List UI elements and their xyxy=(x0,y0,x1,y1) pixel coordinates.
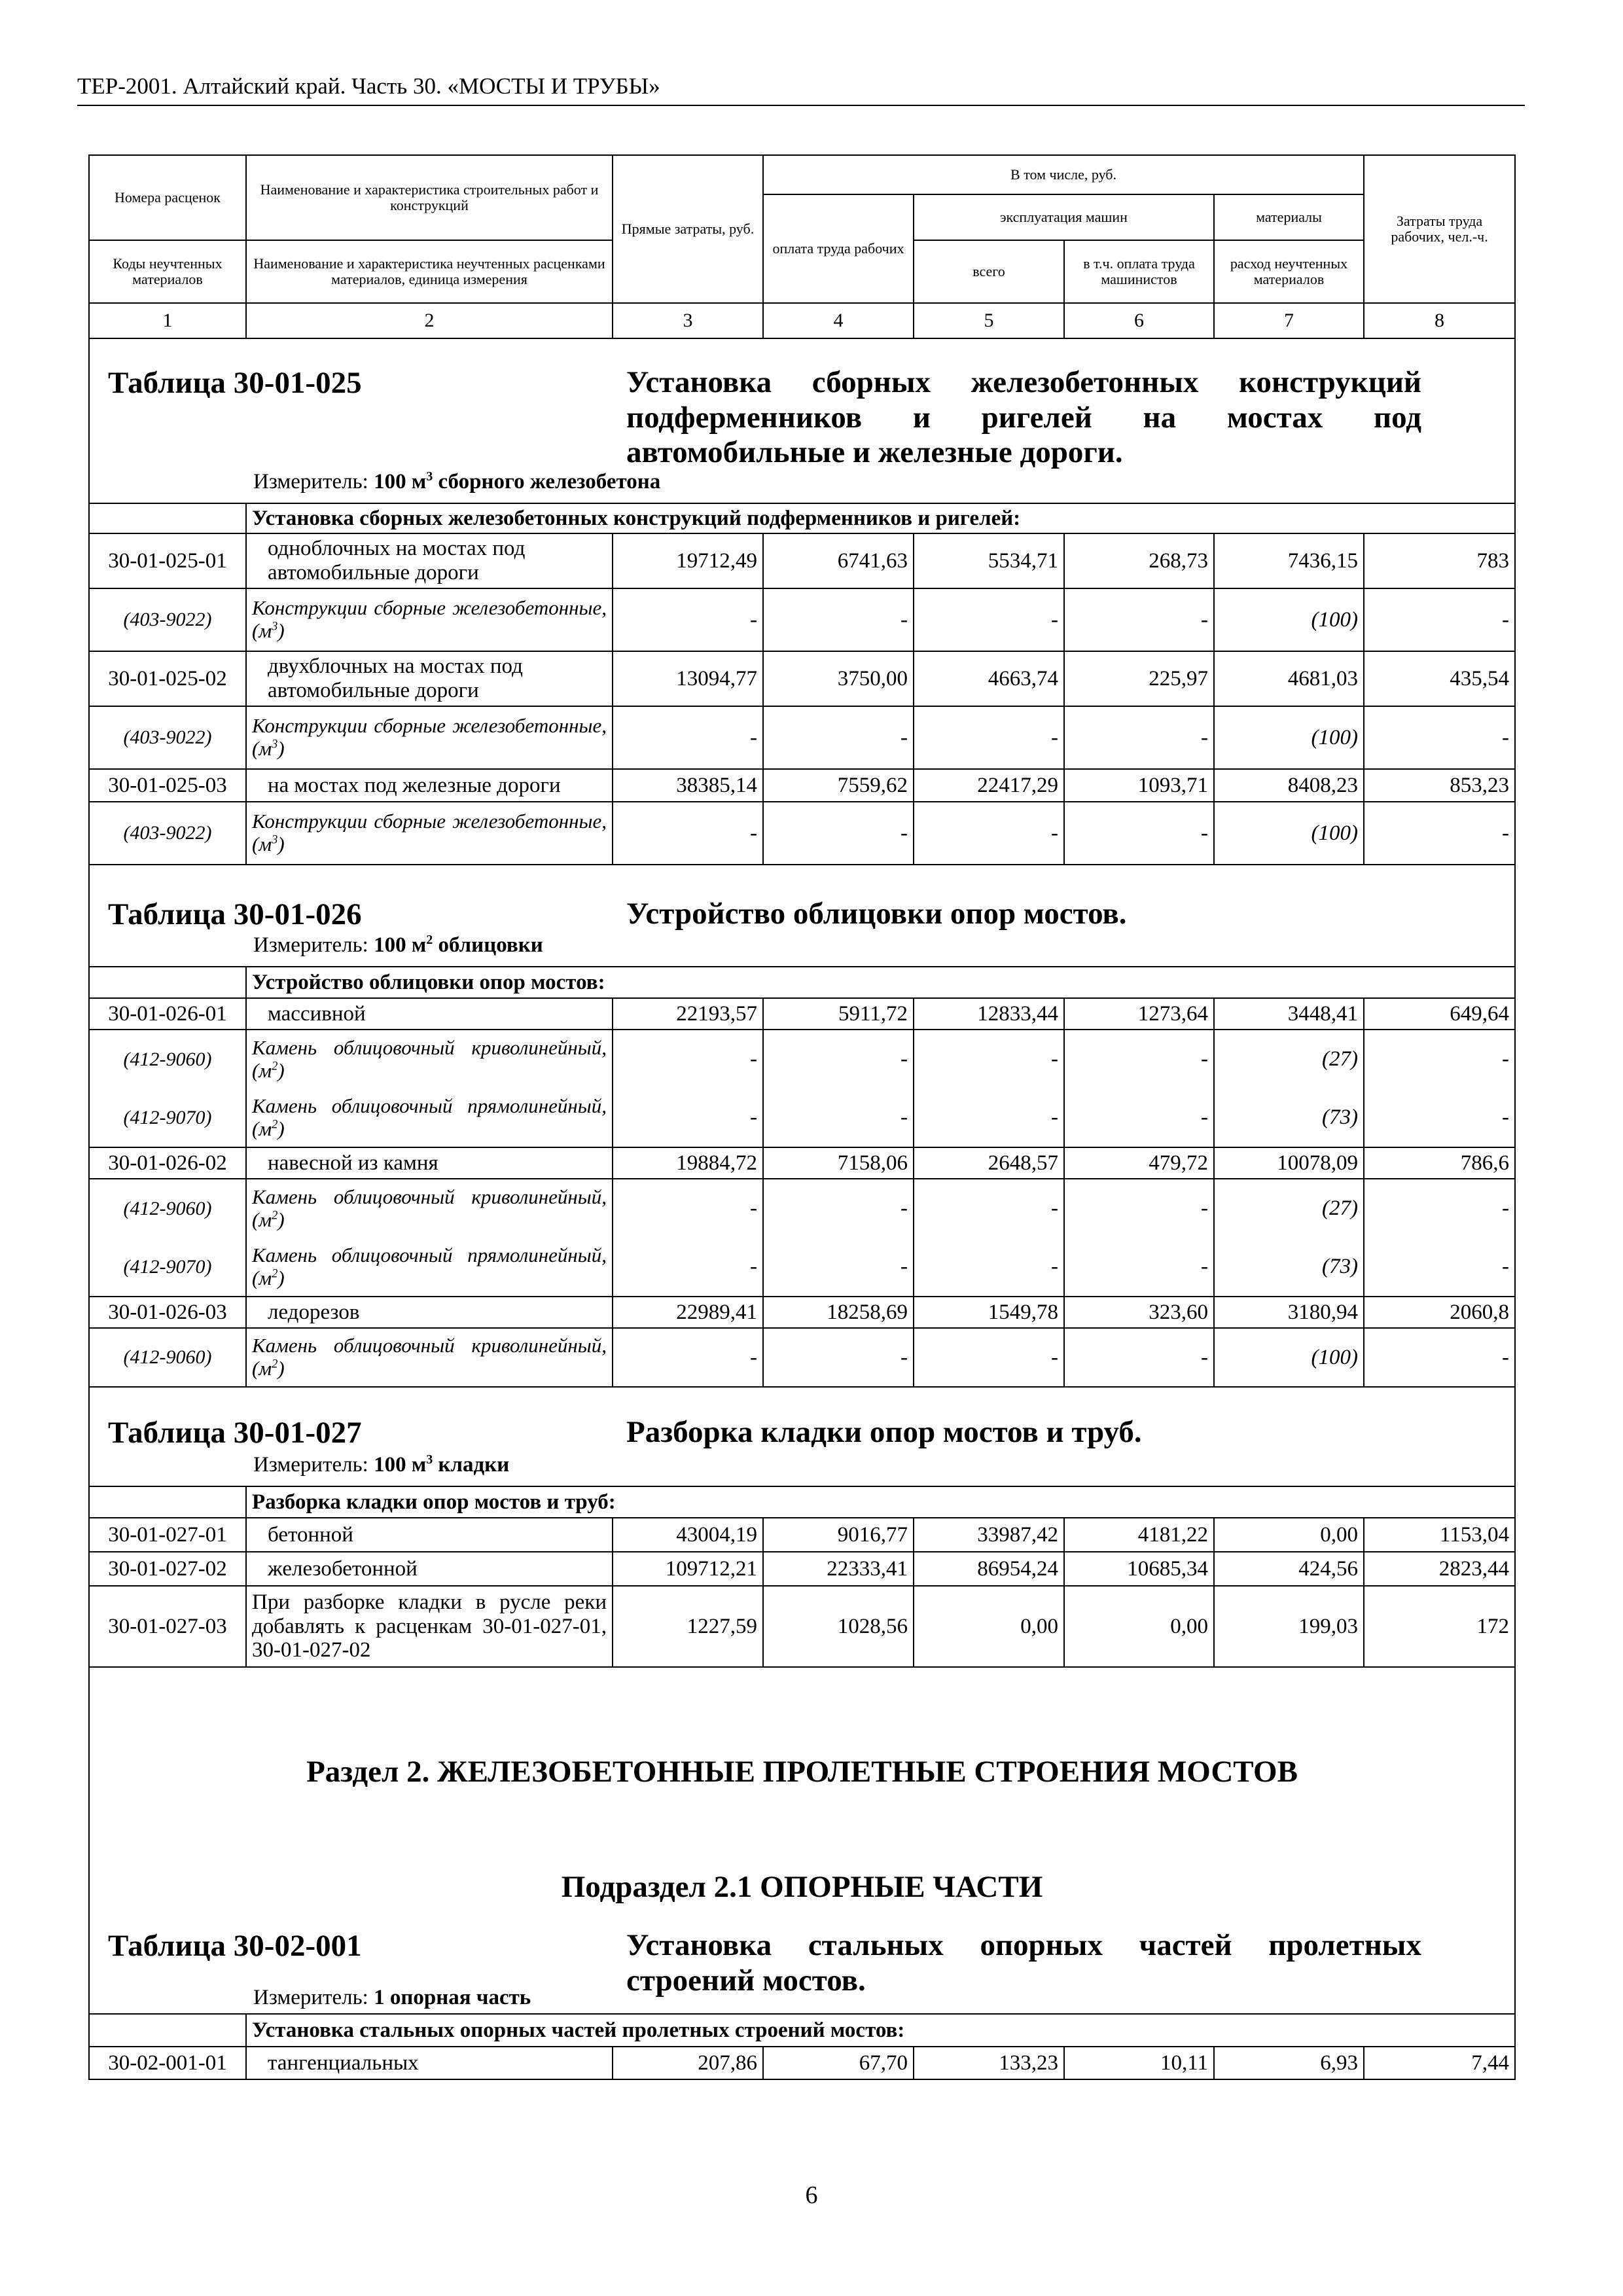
material-quantity: (27) xyxy=(1214,1179,1364,1238)
value-cell: 86954,24 xyxy=(914,1552,1064,1586)
measurement-unit: Измеритель: 100 $м^2$ облицовки xyxy=(253,933,543,957)
col-header-1b: Коды неучтенных материалов xyxy=(89,240,246,303)
value-cell: 268,73 xyxy=(1064,533,1214,588)
value-cell: 2648,57 xyxy=(914,1147,1064,1179)
value-cell: 10685,34 xyxy=(1064,1552,1214,1586)
rate-code: 30-01-025-02 xyxy=(89,651,246,706)
material-quantity: (100) xyxy=(1214,1328,1364,1387)
running-header: ТЕР-2001. Алтайский край. Часть 30. «МОСТЫ И ТРУБЫ» xyxy=(77,73,660,99)
value-cell: 1093,71 xyxy=(1064,769,1214,802)
measurement-unit: Измеритель: 100 $м^3$ кладки xyxy=(253,1452,510,1477)
material-code: (412-9070) xyxy=(89,1238,246,1297)
value-cell: 67,70 xyxy=(763,2047,914,2079)
material-name: Камень облицовочный прямолинейный, $(м^2)$ xyxy=(246,1088,613,1147)
material-code: (412-9060) xyxy=(89,1328,246,1387)
col-number: 1 xyxy=(89,303,246,338)
rate-name: массивной xyxy=(246,998,613,1030)
material-name: Камень облицовочный криволинейный, $(м^2)$ xyxy=(246,1328,613,1387)
material-name: Конструкции сборные железобетонные, $(м^3)$ xyxy=(246,802,613,865)
value-cell: 109712,21 xyxy=(613,1552,763,1586)
rate-name: При разборке кладки в русле реки добавлять к расценкам 30-01-027-01, 30-01-027-02 xyxy=(246,1586,613,1667)
col-header-3: Прямые затраты, руб. xyxy=(613,155,763,303)
material-code: (403-9022) xyxy=(89,802,246,865)
value-cell: 1273,64 xyxy=(1064,998,1214,1030)
col-number: 3 xyxy=(613,303,763,338)
table-title-block xyxy=(89,865,1515,967)
value-cell: 10,11 xyxy=(1064,2047,1214,2079)
material-name: Камень облицовочный криволинейный, $(м^2)$ xyxy=(246,1179,613,1238)
table-title-block xyxy=(89,338,1515,503)
material-code: (403-9022) xyxy=(89,706,246,769)
rate-code: 30-01-025-03 xyxy=(89,769,246,802)
group-heading: Установка стальных опорных частей пролетных строений мостов: xyxy=(246,2014,1515,2047)
value-cell: 424,56 xyxy=(1214,1552,1364,1586)
col-number: 5 xyxy=(914,303,1064,338)
value-cell: 1153,04 xyxy=(1364,1518,1515,1552)
col-header-1a: Номера расценок xyxy=(89,155,246,240)
col-number: 2 xyxy=(246,303,613,338)
col-number: 4 xyxy=(763,303,914,338)
rate-name: бетонной xyxy=(246,1518,613,1552)
group-heading: Разборка кладки опор мостов и труб: xyxy=(246,1486,1515,1518)
value-cell: 18258,69 xyxy=(763,1297,914,1328)
col-header-2a: Наименование и характеристика строительных работ и конструкций xyxy=(246,155,613,240)
col-number: 6 xyxy=(1064,303,1214,338)
rate-code: 30-01-027-03 xyxy=(89,1586,246,1667)
value-cell: 207,86 xyxy=(613,2047,763,2079)
value-cell: 1227,59 xyxy=(613,1586,763,1667)
value-cell: 5911,72 xyxy=(763,998,914,1030)
value-cell: 12833,44 xyxy=(914,998,1064,1030)
table-title-block xyxy=(89,1387,1515,1486)
value-cell: 199,03 xyxy=(1214,1586,1364,1667)
col-number: 8 xyxy=(1364,303,1515,338)
table-title: Устройство облицовки опор мостов. xyxy=(626,897,1127,931)
value-cell: 33987,42 xyxy=(914,1518,1064,1552)
col-header-materials: материалы xyxy=(1214,194,1364,240)
value-cell: 6741,63 xyxy=(763,533,914,588)
value-cell: 853,23 xyxy=(1364,769,1515,802)
col-header-8: Затраты труда рабочих, чел.-ч. xyxy=(1364,155,1515,303)
value-cell: 1549,78 xyxy=(914,1297,1064,1328)
rate-code: 30-01-027-01 xyxy=(89,1518,246,1552)
value-cell: 649,64 xyxy=(1364,998,1515,1030)
rate-code: 30-01-027-02 xyxy=(89,1552,246,1586)
value-cell: 323,60 xyxy=(1064,1297,1214,1328)
rate-code: 30-01-026-02 xyxy=(89,1147,246,1179)
material-quantity: (27) xyxy=(1214,1030,1364,1088)
material-code: (412-9060) xyxy=(89,1179,246,1238)
value-cell: 7,44 xyxy=(1364,2047,1515,2079)
value-cell: 3448,41 xyxy=(1214,998,1364,1030)
rate-name: тангенциальных xyxy=(246,2047,613,2079)
value-cell: 4181,22 xyxy=(1064,1518,1214,1552)
value-cell: 2823,44 xyxy=(1364,1552,1515,1586)
col-number: 7 xyxy=(1214,303,1364,338)
material-quantity: (100) xyxy=(1214,706,1364,769)
value-cell: 3750,00 xyxy=(763,651,914,706)
material-code: (412-9060) xyxy=(89,1030,246,1088)
col-header-machines: эксплуатация машин xyxy=(914,194,1214,240)
measurement-unit: Измеритель: 1 опорная часть xyxy=(253,1986,531,2009)
value-cell: 5534,71 xyxy=(914,533,1064,588)
col-header-2b: Наименование и характеристика неучтенных расценками материалов, единица измерения xyxy=(246,240,613,303)
value-cell: 225,97 xyxy=(1064,651,1214,706)
material-code: (412-9070) xyxy=(89,1088,246,1147)
value-cell: 479,72 xyxy=(1064,1147,1214,1179)
value-cell: 0,00 xyxy=(914,1586,1064,1667)
rate-code: 30-02-001-01 xyxy=(89,2047,246,2079)
value-cell: 7436,15 xyxy=(1214,533,1364,588)
col-header-6: в т.ч. оплата труда машинистов xyxy=(1064,240,1214,303)
col-header-5: всего xyxy=(914,240,1064,303)
value-cell: 783 xyxy=(1364,533,1515,588)
value-cell: 19884,72 xyxy=(613,1147,763,1179)
value-cell: 4681,03 xyxy=(1214,651,1364,706)
value-cell: 22417,29 xyxy=(914,769,1064,802)
material-quantity: (73) xyxy=(1214,1238,1364,1297)
measurement-unit: Измеритель: 100 $м^3$ сборного железобетона xyxy=(253,469,661,493)
material-name: Камень облицовочный криволинейный, $(м^2)$ xyxy=(246,1030,613,1088)
material-name: Камень облицовочный прямолинейный, $(м^2)$ xyxy=(246,1238,613,1297)
rate-code: 30-01-026-03 xyxy=(89,1297,246,1328)
value-cell: 38385,14 xyxy=(613,769,763,802)
rate-name: одноблочных на мостах под автомобильные дороги xyxy=(246,533,613,588)
value-cell: 0,00 xyxy=(1064,1586,1214,1667)
group-heading: Устройство облицовки опор мостов: xyxy=(246,967,1515,998)
header-rule xyxy=(77,105,1525,106)
value-cell: 172 xyxy=(1364,1586,1515,1667)
value-cell: 435,54 xyxy=(1364,651,1515,706)
col-header-7: расход неучтенных материалов xyxy=(1214,240,1364,303)
value-cell: 6,93 xyxy=(1214,2047,1364,2079)
rate-name: железобетонной xyxy=(246,1552,613,1586)
value-cell: 22333,41 xyxy=(763,1552,914,1586)
value-cell: 3180,94 xyxy=(1214,1297,1364,1328)
table-number: Таблица 30-01-025 xyxy=(108,366,362,400)
value-cell: 7559,62 xyxy=(763,769,914,802)
table-title: Разборка кладки опор мостов и труб. xyxy=(626,1415,1142,1449)
value-cell: 22989,41 xyxy=(613,1297,763,1328)
subsection-heading: Подраздел 2.1 ОПОРНЫЕ ЧАСТИ xyxy=(561,1870,1043,1904)
value-cell: 0,00 xyxy=(1214,1518,1364,1552)
table-number: Таблица 30-01-027 xyxy=(108,1416,362,1450)
rate-name: двухблочных на мостах под автомобильные дороги xyxy=(246,651,613,706)
value-cell: 22193,57 xyxy=(613,998,763,1030)
value-cell: 7158,06 xyxy=(763,1147,914,1179)
material-name: Конструкции сборные железобетонные, $(м^3)$ xyxy=(246,588,613,651)
value-cell: 10078,09 xyxy=(1214,1147,1364,1179)
material-code: (403-9022) xyxy=(89,588,246,651)
value-cell: 8408,23 xyxy=(1214,769,1364,802)
value-cell: 1028,56 xyxy=(763,1586,914,1667)
value-cell: 43004,19 xyxy=(613,1518,763,1552)
material-name: Конструкции сборные железобетонные, $(м^3)$ xyxy=(246,706,613,769)
material-quantity: (73) xyxy=(1214,1088,1364,1147)
value-cell: 786,6 xyxy=(1364,1147,1515,1179)
rate-name: на мостах под железные дороги xyxy=(246,769,613,802)
section-block xyxy=(89,1667,1515,2014)
table-number: Таблица 30-02-001 xyxy=(108,1929,362,1963)
material-quantity: (100) xyxy=(1214,802,1364,865)
value-cell: 4663,74 xyxy=(914,651,1064,706)
rate-name: навесной из камня xyxy=(246,1147,613,1179)
rate-name: ледорезов xyxy=(246,1297,613,1328)
value-cell: 9016,77 xyxy=(763,1518,914,1552)
table-title: Установка сборных железобетонных конструкций подферменников и ригелей на мостах под автомобильные и железные дороги. xyxy=(626,365,1421,470)
value-cell: 13094,77 xyxy=(613,651,763,706)
rate-code: 30-01-025-01 xyxy=(89,533,246,588)
group-heading: Установка сборных железобетонных конструкций подферменников и ригелей: xyxy=(246,503,1515,533)
col-header-incl: В том числе, руб. xyxy=(763,155,1364,194)
section-heading: Раздел 2. ЖЕЛЕЗОБЕТОННЫЕ ПРОЛЕТНЫЕ СТРОЕНИЯ МОСТОВ xyxy=(306,1755,1298,1789)
col-header-4: оплата труда рабочих xyxy=(763,194,914,303)
value-cell: 133,23 xyxy=(914,2047,1064,2079)
value-cell: 2060,8 xyxy=(1364,1297,1515,1328)
value-cell: 19712,49 xyxy=(613,533,763,588)
material-quantity: (100) xyxy=(1214,588,1364,651)
table-title: Установка стальных опорных частей пролетных строений мостов. xyxy=(626,1928,1421,1998)
rate-code: 30-01-026-01 xyxy=(89,998,246,1030)
page-number: 6 xyxy=(805,2181,818,2209)
rates-table: Номера расценок Наименование и характеристика строительных работ и конструкций Прямые затраты, руб. В том числе, руб. Затраты труда рабочих, чел.-ч. оплата труда рабочих эксплуатация машин материалы Коды неучтенных материалов Наименование и характеристика неучтенных расценками материалов, единица измерения всего в т.ч. оплата труда машинистов расход неучтенных материалов 1 2 3 4 5 6 7 8 Таблица 30-01-025 Установка сборных железобетонных конструкций подферменников и ригелей на мостах под автомобильные и железные дороги. Измеритель: 100 $м^3$ сборного железобетона Установка сборных железобетонных конструкций подферменников и ригелей: 30-01-025-01 одноблочных на мостах под автомобильные дороги 19712,49 6741,63 5534,71 268,73 7436,15 783 (403-9022) Конструкции сборные железобетонные, $(м^3)$ - - - - (100) - 30-01-025-02 двухблочных на мостах под автомобильные дороги 13094,77 3750,00 4663,74 225,97 4681,03 435,54 (403-9022) Конструкции сборные железобетонные, $(м^3)$ - - - - (100) - 30-01-025-03 на мостах под железные дороги 38385,14 7559,62 22417,29 1093,71 8408,23 853,23 (403-9022) Конструкции сборные железобетонные, $(м^3)$ - - - - (100) - Таблица 30-01-026 Устройство облицовки опор мостов. Измеритель: 100 $м^2$ облицовки Устройство облицовки опор мостов: 30-01-026-01 массивной 22193,57 5911,72 12833,44 1273,64 3448,41 649,64 (412-9060) Камень облицовочный криволинейный, $(м^2)$ - - - - (27) - (412-9070) Камень облицовочный прямолинейный, $(м^2)$ - - - - (73) - 30-01-026-02 навесной из камня 19884,72 7158,06 2648,57 479,72 10078,09 786,6 (412-9060) Камень облицовочный криволинейный, $(м^2)$ - - - - (27) - (412-9070) Камень облицовочный прямолинейный, $(м^2)$ - - - - (73) - 30-01-026-03 ледорезов 22989,41 18258,69 1549,78 323,60 3180,94 2060,8 (412-9060) Камень облицовочный криволинейный, $(м^2)$ - - - - (100) - Таблица 30-01-027 Разборка кладки опор мостов и труб. Измеритель: 100 $м^3$ кладки Разборка кладки опор мостов и труб: 30-01-027-01 бетонной 43004,19 9016,77 33987,42 4181,22 0,00 1153,04 30-01-027-02 железобетонной 109712,21 22333,41 86954,24 10685,34 424,56 2823,44 30-01-027-03 При разборке кладки в русле реки добавлять к расценкам 30-01-027-01, 30-01-027-02 1227,59 1028,56 0,00 0,00 199,03 172 Раздел 2. ЖЕЛЕЗОБЕТОННЫЕ ПРОЛЕТНЫЕ СТРОЕНИЯ МОСТОВ Подраздел 2.1 ОПОРНЫЕ ЧАСТИ Таблица 30-02-001 Установка стальных опорных частей пролетных строений мостов. Измеритель: 1 опорная часть Установка стальных опорных частей пролетных строений мостов: 30-02-001-01 тангенциальных 207,86 67,70 133,23 10,11 6,93 7,44 xyxy=(88,154,1516,2080)
table-number: Таблица 30-01-026 xyxy=(108,897,362,931)
